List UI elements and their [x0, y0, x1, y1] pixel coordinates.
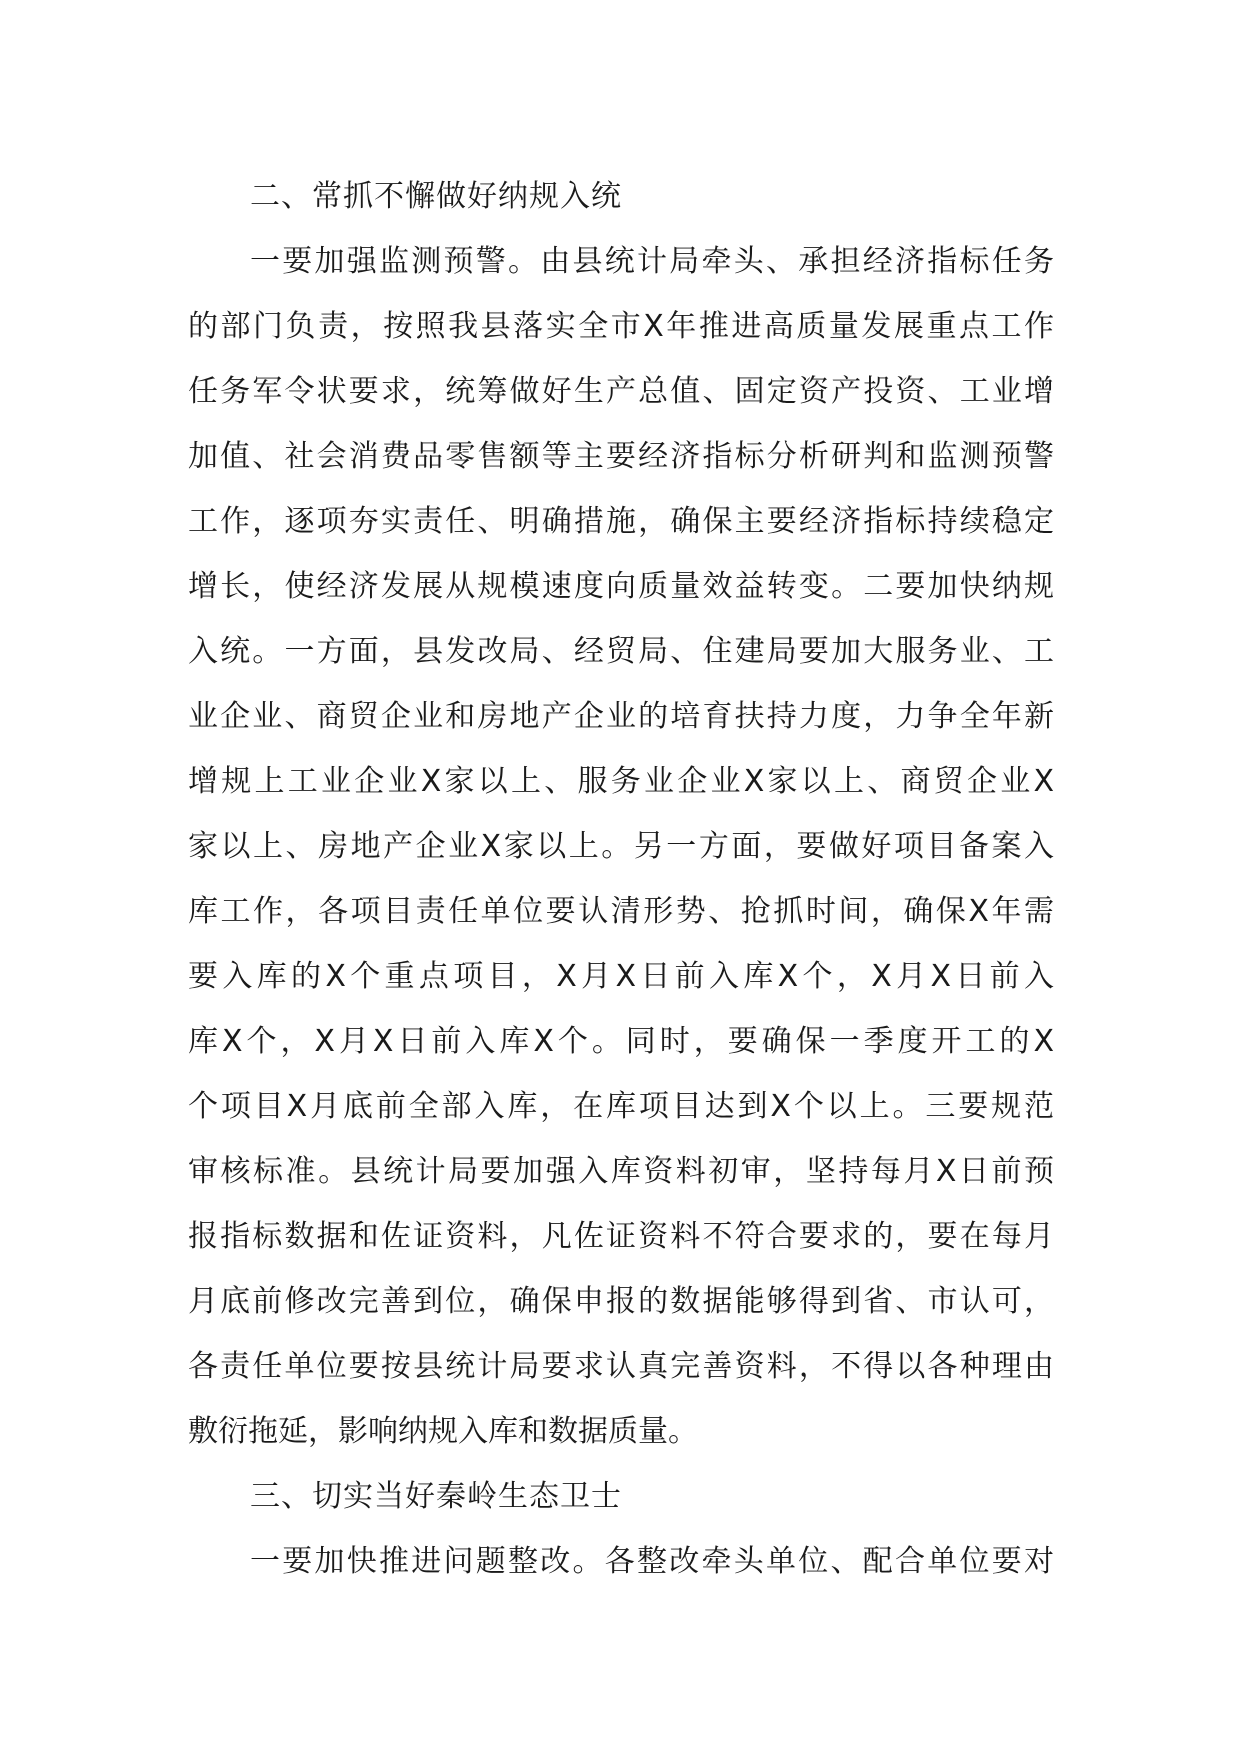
paragraph-line: 一要加快推进问题整改。各整改牵头单位、配合单位要对 [250, 1544, 1054, 1579]
paragraph-line: 家以上、房地产企业X家以上。另一方面，要做好项目备案入 [188, 829, 1054, 864]
section-heading-3: 三、切实当好秦岭生态卫士 [250, 1479, 622, 1514]
paragraph-line: 库工作，各项目责任单位要认清形势、抢抓时间，确保X年需 [188, 894, 1054, 929]
section-heading-2: 二、常抓不懈做好纳规入统 [250, 179, 622, 214]
document-body [188, 164, 1054, 1594]
paragraph-line: 要入库的X个重点项目，X月X日前入库X个，X月X日前入 [188, 959, 1054, 994]
paragraph-line: 增规上工业企业X家以上、服务业企业X家以上、商贸企业X [188, 764, 1054, 799]
paragraph-line: 任务军令状要求，统筹做好生产总值、固定资产投资、工业增 [188, 374, 1054, 409]
paragraph-line: 个项目X月底前全部入库，在库项目达到X个以上。三要规范 [188, 1089, 1054, 1124]
paragraph-line: 各责任单位要按县统计局要求认真完善资料，不得以各种理由 [188, 1349, 1054, 1384]
paragraph-line: 报指标数据和佐证资料，凡佐证资料不符合要求的，要在每月 [188, 1219, 1054, 1254]
paragraph-line: 工作，逐项夯实责任、明确措施，确保主要经济指标持续稳定 [188, 504, 1054, 539]
paragraph-line: 库X个，X月X日前入库X个。同时，要确保一季度开工的X [188, 1024, 1054, 1059]
paragraph-line: 业企业、商贸企业和房地产企业的培育扶持力度，力争全年新 [188, 699, 1054, 734]
paragraph-line: 敷衍拖延，影响纳规入库和数据质量。 [188, 1414, 698, 1449]
paragraph-line: 一要加强监测预警。由县统计局牵头、承担经济指标任务 [250, 244, 1054, 279]
paragraph-line: 月底前修改完善到位，确保申报的数据能够得到省、市认可， [188, 1284, 1054, 1319]
paragraph-line: 增长，使经济发展从规模速度向质量效益转变。二要加快纳规 [188, 569, 1054, 604]
paragraph-line: 审核标准。县统计局要加强入库资料初审，坚持每月X日前预 [188, 1154, 1054, 1189]
paragraph-line: 的部门负责，按照我县落实全市X年推进高质量发展重点工作 [188, 309, 1054, 344]
paragraph-line: 入统。一方面，县发改局、经贸局、住建局要加大服务业、工 [188, 634, 1054, 669]
paragraph-line: 加值、社会消费品零售额等主要经济指标分析研判和监测预警 [188, 439, 1054, 474]
